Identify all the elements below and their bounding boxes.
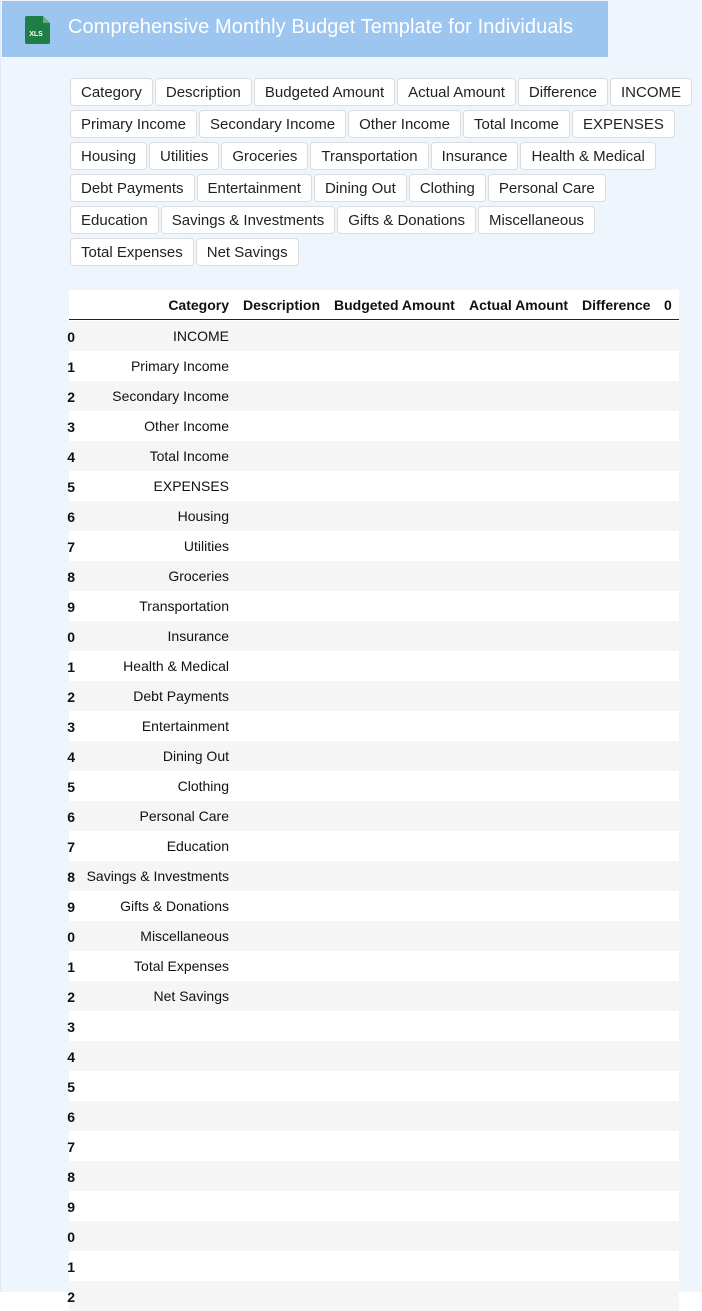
category-cell[interactable]: Health & Medical xyxy=(123,658,229,674)
column-tag[interactable]: Clothing xyxy=(409,174,486,202)
table-row[interactable] xyxy=(69,411,679,441)
column-tag[interactable]: Actual Amount xyxy=(397,78,516,106)
column-tag[interactable]: Secondary Income xyxy=(199,110,346,138)
column-tag[interactable]: Total Expenses xyxy=(70,238,194,266)
category-cell[interactable]: Education xyxy=(166,838,229,854)
table-row[interactable] xyxy=(69,321,679,351)
page-title: Comprehensive Monthly Budget Template for Individuals xyxy=(68,16,574,38)
row-index: 3 xyxy=(67,1019,75,1035)
category-cell[interactable]: Insurance xyxy=(167,628,229,644)
column-tag[interactable]: Savings & Investments xyxy=(161,206,336,234)
column-tag[interactable]: Education xyxy=(70,206,159,234)
category-cell[interactable]: Housing xyxy=(177,508,229,524)
table-header-row xyxy=(69,290,679,320)
row-index: 4 xyxy=(67,1049,75,1065)
category-cell[interactable]: Dining Out xyxy=(162,748,229,764)
table-row[interactable] xyxy=(69,1131,679,1161)
category-cell[interactable]: Total Income xyxy=(149,448,229,464)
category-cell[interactable]: Entertainment xyxy=(141,718,229,734)
table-row[interactable] xyxy=(69,921,679,951)
row-index: 7 xyxy=(67,1139,75,1155)
category-cell[interactable]: Savings & Investments xyxy=(86,868,229,884)
category-cell[interactable]: Debt Payments xyxy=(133,688,229,704)
column-header-zero[interactable]: 0 xyxy=(664,297,672,313)
table-row[interactable] xyxy=(69,981,679,1011)
column-tag[interactable]: Health & Medical xyxy=(520,142,655,170)
row-index: 2 xyxy=(67,389,75,405)
column-header-actual-amount[interactable]: Actual Amount xyxy=(469,297,569,313)
column-header-budgeted-amount[interactable]: Budgeted Amount xyxy=(334,297,455,313)
table-row[interactable] xyxy=(69,891,679,921)
row-index: 8 xyxy=(67,569,75,585)
table-row[interactable] xyxy=(69,591,679,621)
app-header xyxy=(2,1,608,57)
column-tag[interactable]: Net Savings xyxy=(196,238,299,266)
table-row[interactable] xyxy=(69,351,679,381)
row-index: 1 xyxy=(67,959,75,975)
category-cell[interactable]: EXPENSES xyxy=(153,478,229,494)
table-row[interactable] xyxy=(69,1041,679,1071)
table-row[interactable] xyxy=(69,531,679,561)
category-cell[interactable]: Gifts & Donations xyxy=(120,898,229,914)
column-tag-list xyxy=(70,78,696,266)
table-row[interactable] xyxy=(69,381,679,411)
xls-file-icon xyxy=(23,14,53,46)
table-row[interactable] xyxy=(69,1161,679,1191)
column-tag[interactable]: Other Income xyxy=(348,110,461,138)
row-index: 4 xyxy=(67,449,75,465)
table-row[interactable] xyxy=(69,651,679,681)
category-cell[interactable]: Utilities xyxy=(183,538,229,554)
column-tag[interactable]: Housing xyxy=(70,142,147,170)
category-cell[interactable]: Other Income xyxy=(144,418,229,434)
row-index: 9 xyxy=(67,899,75,915)
row-index: 9 xyxy=(67,1199,75,1215)
table-row[interactable] xyxy=(69,471,679,501)
column-header-difference[interactable]: Difference xyxy=(582,297,651,313)
spreadsheet-table xyxy=(67,290,679,1305)
column-tag[interactable]: Gifts & Donations xyxy=(337,206,476,234)
table-row[interactable] xyxy=(69,501,679,531)
row-index: 5 xyxy=(67,479,75,495)
column-tag[interactable]: Total Income xyxy=(463,110,570,138)
row-index: 9 xyxy=(67,599,75,615)
column-tag[interactable]: Personal Care xyxy=(488,174,606,202)
column-tag[interactable]: Debt Payments xyxy=(70,174,195,202)
row-index: 2 xyxy=(67,1289,75,1305)
category-cell[interactable]: Miscellaneous xyxy=(140,928,229,944)
column-header-description[interactable]: Description xyxy=(243,297,321,313)
table-row[interactable] xyxy=(69,861,679,891)
row-index: 5 xyxy=(67,1079,75,1095)
row-index: 8 xyxy=(67,869,75,885)
category-cell[interactable]: Secondary Income xyxy=(112,388,229,404)
column-tag[interactable]: Utilities xyxy=(149,142,219,170)
row-index: 2 xyxy=(67,989,75,1005)
row-index: 6 xyxy=(67,809,75,825)
row-index: 0 xyxy=(67,929,75,945)
table-row[interactable] xyxy=(69,681,679,711)
row-index: 2 xyxy=(67,689,75,705)
table-row[interactable] xyxy=(69,1221,679,1251)
column-tag[interactable]: Insurance xyxy=(431,142,519,170)
category-cell[interactable]: Total Expenses xyxy=(134,958,229,974)
table-row[interactable] xyxy=(69,1281,679,1311)
xls-icon-label: XLS xyxy=(29,31,43,38)
column-tag[interactable]: Dining Out xyxy=(314,174,407,202)
category-cell[interactable]: INCOME xyxy=(173,328,229,344)
row-index: 7 xyxy=(67,539,75,555)
column-tag[interactable]: Groceries xyxy=(221,142,308,170)
column-tag[interactable]: Description xyxy=(155,78,252,106)
column-tag[interactable]: Primary Income xyxy=(70,110,197,138)
category-cell[interactable]: Personal Care xyxy=(139,808,229,824)
table-row[interactable] xyxy=(69,1191,679,1221)
table-row[interactable] xyxy=(69,1251,679,1281)
table-row[interactable] xyxy=(69,621,679,651)
row-index: 8 xyxy=(67,1169,75,1185)
table-body xyxy=(69,321,679,1311)
column-tag[interactable]: EXPENSES xyxy=(572,110,675,138)
table-row[interactable] xyxy=(69,441,679,471)
row-index: 3 xyxy=(67,719,75,735)
column-header-category[interactable]: Category xyxy=(168,297,229,313)
row-index: 3 xyxy=(67,419,75,435)
category-cell[interactable]: Net Savings xyxy=(153,988,229,1004)
category-cell[interactable]: Primary Income xyxy=(130,358,229,374)
row-index: 0 xyxy=(67,629,75,645)
row-index: 6 xyxy=(67,509,75,525)
row-index: 7 xyxy=(67,839,75,855)
table-row[interactable] xyxy=(69,831,679,861)
column-tag[interactable]: INCOME xyxy=(610,78,692,106)
column-tag[interactable]: Difference xyxy=(518,78,608,106)
row-index: 1 xyxy=(67,1259,75,1275)
row-index: 1 xyxy=(67,659,75,675)
row-index: 1 xyxy=(67,359,75,375)
column-tag[interactable]: Transportation xyxy=(310,142,428,170)
table-row[interactable] xyxy=(69,951,679,981)
row-index: 4 xyxy=(67,749,75,765)
table-row[interactable] xyxy=(69,801,679,831)
row-index: 6 xyxy=(67,1109,75,1125)
table-row[interactable] xyxy=(69,561,679,591)
row-index: 5 xyxy=(67,779,75,795)
table-row[interactable] xyxy=(69,741,679,771)
table-row[interactable] xyxy=(69,1071,679,1101)
table-row[interactable] xyxy=(69,711,679,741)
column-tag[interactable]: Budgeted Amount xyxy=(254,78,395,106)
category-cell[interactable]: Clothing xyxy=(177,778,229,794)
category-cell[interactable]: Groceries xyxy=(168,568,229,584)
row-index: 0 xyxy=(67,329,75,345)
column-tag[interactable]: Entertainment xyxy=(197,174,312,202)
table-row[interactable] xyxy=(69,1101,679,1131)
row-index: 0 xyxy=(67,1229,75,1245)
table-row[interactable] xyxy=(69,1011,679,1041)
column-tag[interactable]: Miscellaneous xyxy=(478,206,595,234)
column-tag[interactable]: Category xyxy=(70,78,153,106)
table-row[interactable] xyxy=(69,771,679,801)
category-cell[interactable]: Transportation xyxy=(139,598,229,614)
